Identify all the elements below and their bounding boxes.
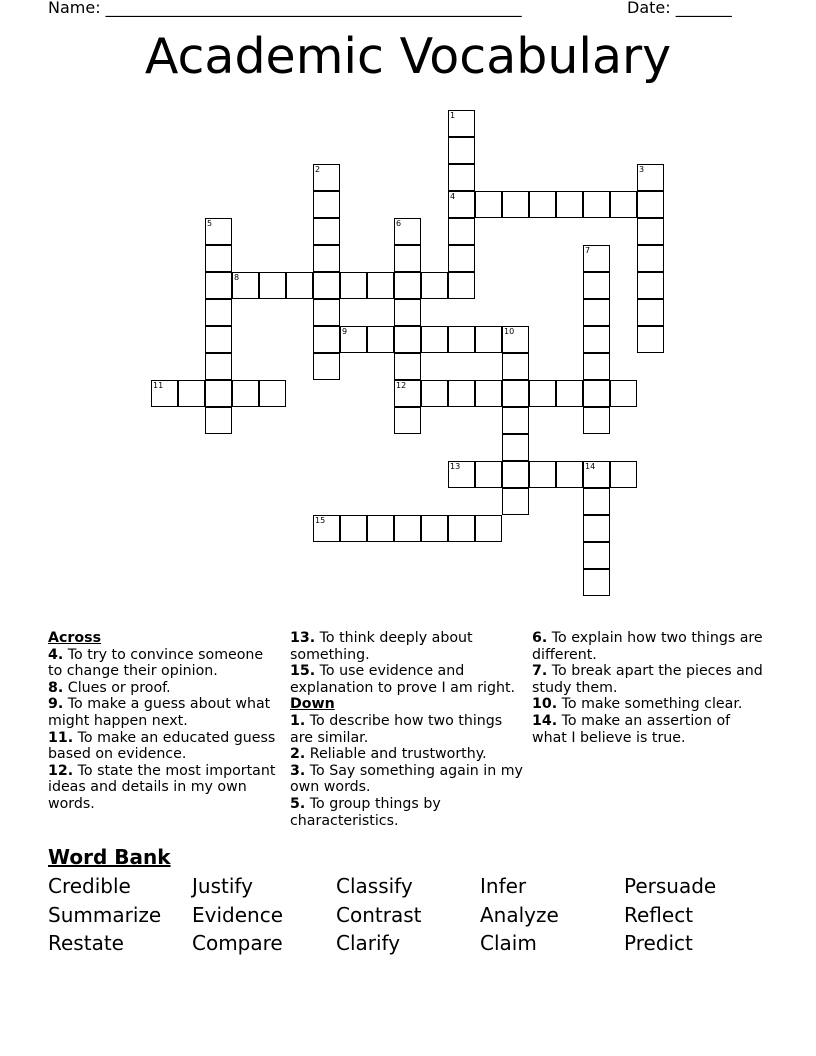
crossword-cell[interactable] [475,191,502,218]
crossword-cell[interactable] [448,272,475,299]
crossword-cell[interactable] [394,353,421,380]
crossword-cell[interactable] [583,326,610,353]
crossword-cell[interactable] [394,245,421,272]
crossword-cell[interactable] [313,245,340,272]
clue-number: 14 [585,462,596,471]
crossword-cell[interactable] [394,515,421,542]
clue-number: 5 [207,219,213,228]
crossword-cell[interactable] [313,191,340,218]
crossword-cell[interactable] [340,272,367,299]
word-bank-item: Reflect [624,902,694,927]
crossword-cell[interactable] [529,191,556,218]
crossword-cell[interactable] [475,326,502,353]
crossword-cell[interactable] [583,191,610,218]
crossword-cell[interactable] [583,245,610,272]
crossword-cell[interactable] [421,326,448,353]
crossword-cell[interactable] [583,380,610,407]
crossword-cell[interactable] [637,272,664,299]
crossword-cell[interactable] [502,191,529,218]
crossword-cell[interactable] [151,380,178,407]
crossword-cell[interactable] [259,380,286,407]
clue-number: 4 [450,192,456,201]
crossword-cell[interactable] [448,164,475,191]
crossword-cell[interactable] [583,488,610,515]
crossword-cell[interactable] [394,299,421,326]
clue-number: 7 [585,246,591,255]
word-bank-item: Summarize [48,902,162,927]
word-bank-item: Evidence [192,902,284,927]
clues-column-2 [290,630,526,829]
crossword-cell[interactable] [340,326,367,353]
clue-down-14: 14. To make an assertion of what I believe is true. [532,712,731,746]
crossword-cell[interactable] [394,272,421,299]
clues-column-3 [532,630,768,746]
crossword-cell[interactable] [502,326,529,353]
crossword-cell[interactable] [421,515,448,542]
crossword-cell[interactable] [448,326,475,353]
crossword-cell[interactable] [529,380,556,407]
crossword-cell[interactable] [583,569,610,596]
crossword-cell[interactable] [394,218,421,245]
crossword-cell[interactable] [394,380,421,407]
crossword-cell[interactable] [286,272,313,299]
clue-down-7: 7. To break apart the pieces and study them. [532,663,763,696]
crossword-cell[interactable] [259,272,286,299]
crossword-cell[interactable] [448,461,475,488]
word-bank-item: Contrast [336,902,422,927]
clue-across-8: 8. Clues or proof. [48,679,171,696]
crossword-cell[interactable] [448,191,475,218]
clue-number: 1 [450,111,456,120]
crossword-cell[interactable] [448,218,475,245]
word-bank-item: Clarify [336,931,401,955]
crossword-cell[interactable] [367,272,394,299]
clue-down-3: 3. To Say something again in my own words. [290,762,523,796]
clue-across-13: 13. To think deeply about something. [290,630,473,663]
word-bank-item: Infer [480,874,527,898]
word-bank-item: Compare [192,931,283,955]
crossword-cell[interactable] [583,272,610,299]
crossword-cell[interactable] [475,461,502,488]
crossword-cell[interactable] [583,407,610,434]
crossword-cell[interactable] [448,137,475,164]
crossword-cell[interactable] [502,461,529,488]
crossword-cell[interactable] [502,407,529,434]
crossword-cell[interactable] [313,272,340,299]
clue-number: 9 [342,327,348,336]
clue-down-5: 5. To group things by characteristics. [290,795,441,829]
crossword-cell[interactable] [313,164,340,191]
crossword-cell[interactable] [232,380,259,407]
word-bank-item: Persuade [624,874,717,898]
crossword-cell[interactable] [637,299,664,326]
clue-number: 15 [315,516,326,525]
clue-down-10: 10. To make something clear. [532,696,743,713]
crossword-cell[interactable] [367,326,394,353]
crossword-cell[interactable] [637,218,664,245]
clue-down-6: 6. To explain how two things are different. [532,630,763,663]
clue-number: 12 [396,381,407,390]
clue-across-11: 11. To make an educated guess based on evidence. [48,729,276,763]
crossword-cell[interactable] [502,488,529,515]
crossword-cell[interactable] [313,326,340,353]
clue-number: 13 [450,462,461,471]
crossword-cell[interactable] [610,191,637,218]
crossword-cell[interactable] [313,218,340,245]
page-title: Academic Vocabulary [144,28,672,85]
word-bank-item: Predict [624,931,693,955]
crossword-cell[interactable] [340,515,367,542]
crossword-cell[interactable] [313,353,340,380]
crossword-cell[interactable] [313,515,340,542]
crossword-cell[interactable] [448,110,475,137]
crossword-cell[interactable] [583,542,610,569]
crossword-cell[interactable] [232,272,259,299]
crossword-cell[interactable] [556,191,583,218]
crossword-cell[interactable] [610,380,637,407]
crossword-cell[interactable] [502,380,529,407]
word-bank-item: Justify [192,874,253,898]
crossword-cell[interactable] [475,515,502,542]
crossword-cell[interactable] [502,434,529,461]
word-bank-item: Claim [480,931,537,955]
crossword-cell[interactable] [556,461,583,488]
clue-number: 6 [396,219,402,228]
crossword-cell[interactable] [421,272,448,299]
crossword-cell[interactable] [475,380,502,407]
crossword-cell[interactable] [205,326,232,353]
clue-number: 11 [153,381,164,390]
word-bank-item: Classify [336,874,413,898]
crossword-cell[interactable] [205,353,232,380]
crossword-cell[interactable] [205,407,232,434]
crossword-cell[interactable] [448,515,475,542]
clue-across-15: 15. To use evidence and explanation to prove I am right. [290,663,516,696]
crossword-cell[interactable] [556,380,583,407]
crossword-cell[interactable] [583,515,610,542]
word-bank-title: Word Bank [48,845,171,869]
clue-down-2: 2. Reliable and trustworthy. [290,746,487,763]
word-bank-item: Credible [48,874,131,898]
clues-column-1 [48,630,276,813]
down-heading: Down [290,696,335,713]
crossword-cell[interactable] [583,299,610,326]
crossword-cell[interactable] [637,191,664,218]
crossword-cell[interactable] [610,461,637,488]
word-bank-item: Analyze [480,902,559,927]
clue-across-4: 4. To try to convince someone to change their opinion. [48,646,264,680]
crossword-cell[interactable] [637,326,664,353]
crossword-cell[interactable] [205,380,232,407]
clue-across-12: 12. To state the most important ideas and details in my own words. [48,762,276,812]
crossword-cell[interactable] [448,245,475,272]
crossword-cell[interactable] [502,353,529,380]
crossword-cell[interactable] [205,272,232,299]
crossword-cell[interactable] [583,461,610,488]
crossword-cell[interactable] [394,407,421,434]
crossword-cell[interactable] [583,353,610,380]
crossword-cell[interactable] [529,461,556,488]
crossword-cell[interactable] [205,299,232,326]
crossword-cell[interactable] [637,164,664,191]
crossword-cell[interactable] [205,218,232,245]
date-label: Date: _______ [627,0,732,17]
crossword-cell[interactable] [421,380,448,407]
crossword-cell[interactable] [637,245,664,272]
clue-number: 10 [504,327,515,336]
crossword-cell[interactable] [313,299,340,326]
crossword-cell[interactable] [448,380,475,407]
crossword-cell[interactable] [205,245,232,272]
crossword-cell[interactable] [178,380,205,407]
clue-across-9: 9. To make a guess about what might happen next. [48,696,271,729]
clue-number: 8 [234,273,240,282]
clue-number: 2 [315,165,321,174]
clue-number: 3 [639,165,645,174]
clue-down-1: 1. To describe how two things are similar. [290,712,503,746]
crossword-cell[interactable] [367,515,394,542]
word-bank-item: Restate [48,931,124,955]
across-heading: Across [48,630,102,646]
crossword-cell[interactable] [394,326,421,353]
name-label: Name: ____________________________________________________ [48,0,522,17]
